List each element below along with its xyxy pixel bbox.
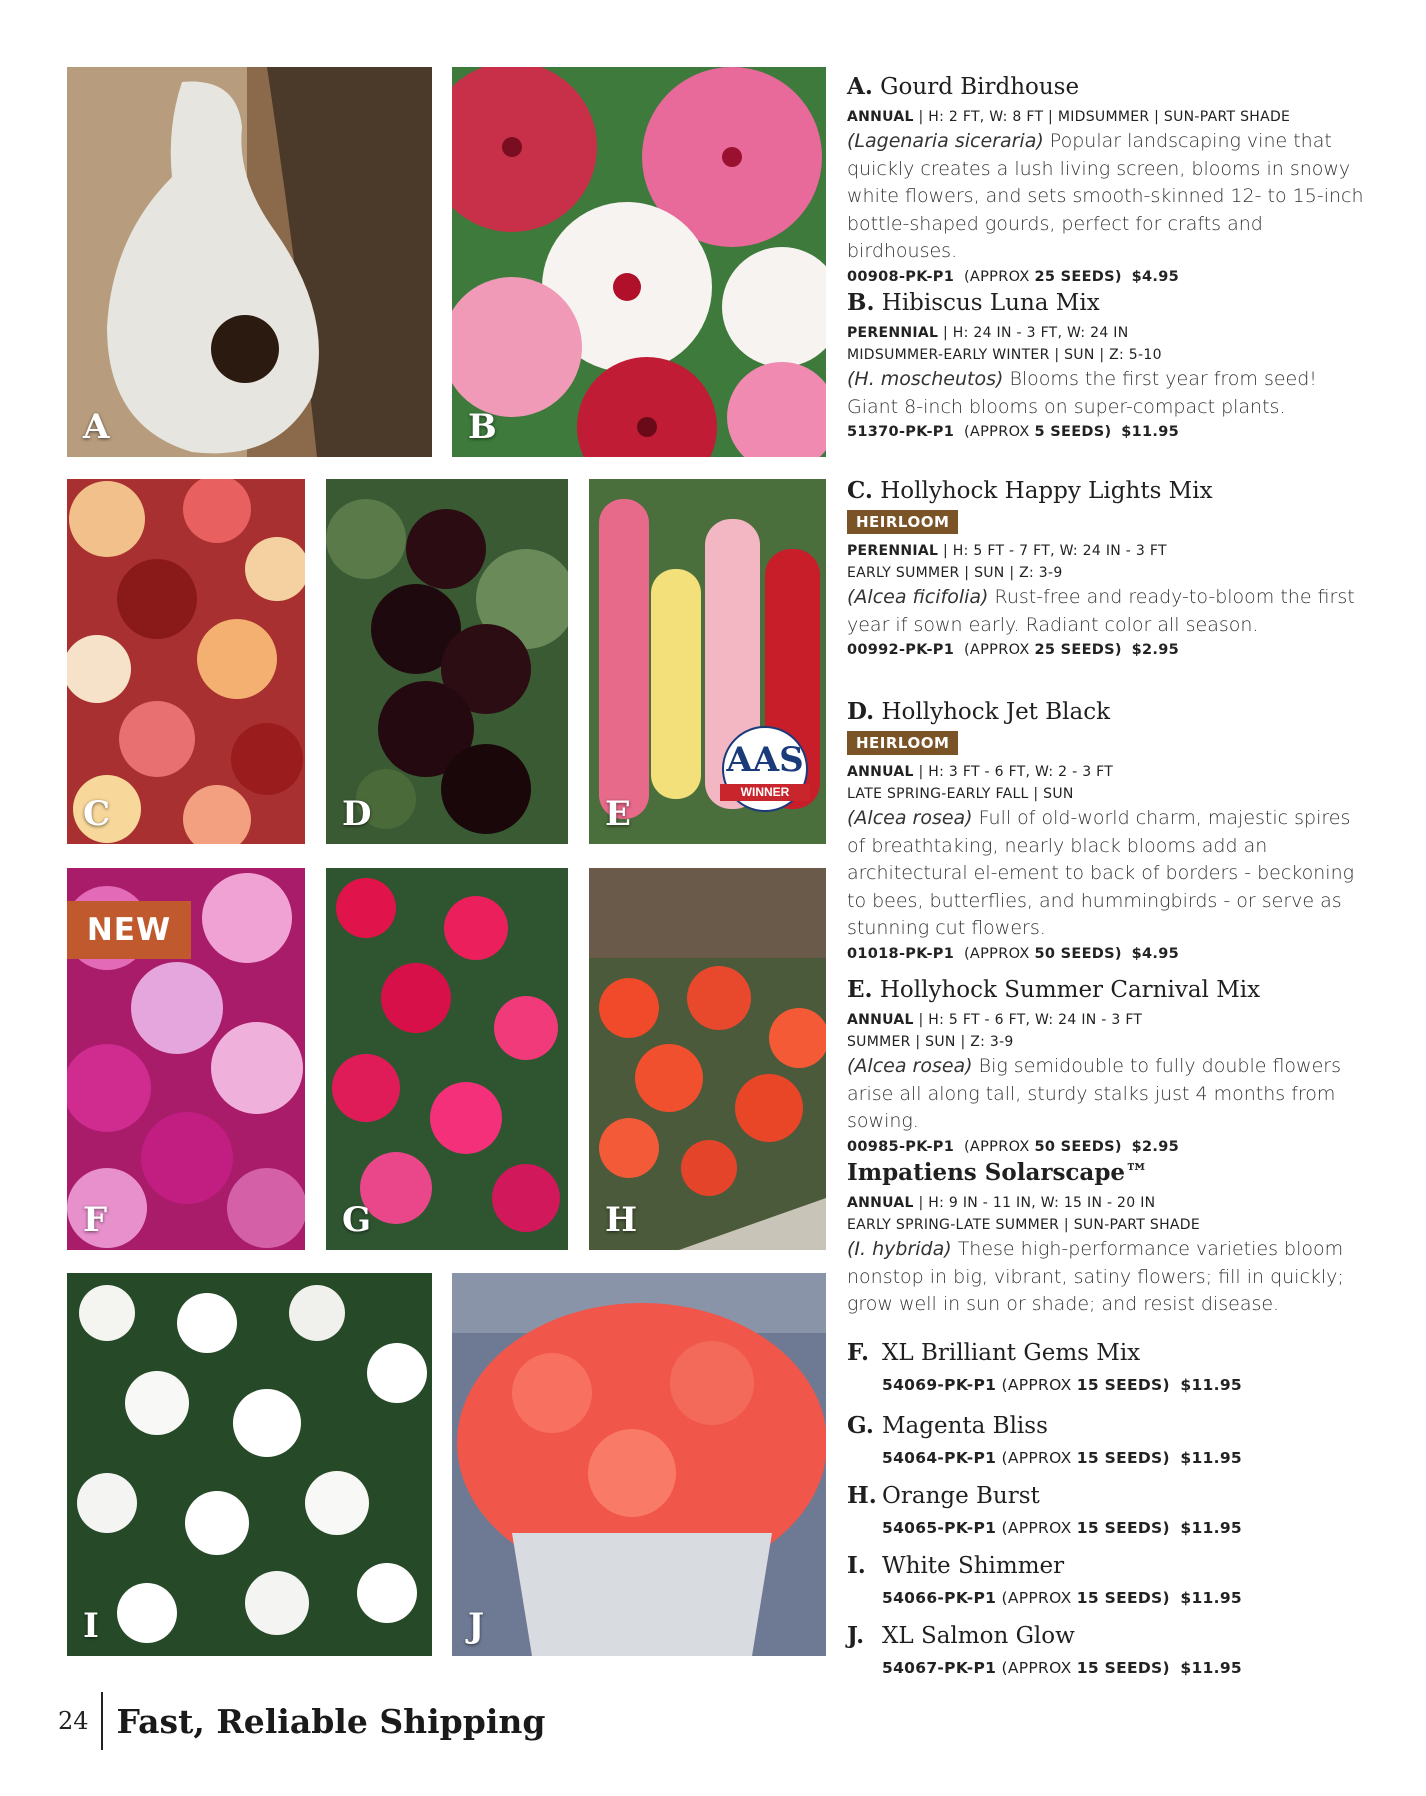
approx-label: (APPROX [963, 424, 1030, 440]
approx-label: (APPROX [963, 642, 1030, 658]
seed-count: 15 SEEDS) [1076, 1659, 1170, 1677]
order-line [847, 639, 1367, 661]
price: $4.95 [1131, 268, 1180, 285]
variety-letter: H. [847, 1482, 877, 1509]
plant-type: ANNUAL [847, 109, 914, 125]
variety-white-shimmer [847, 1551, 1242, 1609]
entry-meta-season: EARLY SPRING-LATE SUMMER | SUN-PART SHADE [847, 1217, 1201, 1233]
variety-name: White Shimmer [882, 1553, 1065, 1579]
latin-name: (H. moscheutos) [847, 368, 1004, 390]
description-text: Full of old-world charm, majestic spires of breathtaking, nearly black blooms add an architectural el-ement to back of borders - beckoning to bees, butterflies, and hummingbirds - or serve as stunning cut flowers. [847, 807, 1355, 939]
order-line [882, 1587, 1242, 1609]
entry-letter: B. [847, 289, 875, 316]
seed-count: 25 SEEDS) [1034, 268, 1122, 285]
photo-label: C [83, 794, 111, 834]
plant-type: PERENNIAL [847, 543, 939, 559]
growth-info: | H: 9 IN - 11 IN, W: 15 IN - 20 IN [913, 1195, 1156, 1211]
variety-letter: F. [847, 1339, 870, 1366]
aas-logo-text: AAS [726, 740, 804, 780]
entry-description [847, 366, 1367, 421]
impatiens-white-illustration [67, 1273, 432, 1656]
hibiscus-illustration [452, 67, 826, 457]
order-line [847, 266, 1367, 288]
description-text: Popular landscaping vine that quickly creates a lush living screen, blooms in snowy white flowers, and sets smooth-skinned 12- to 15-inch bottle-shaped gourds, perfect for crafts and birdhouses. [847, 130, 1364, 262]
page-footer [58, 1693, 545, 1749]
entry-description [847, 805, 1367, 943]
sku: 00985-PK-P1 [847, 1138, 955, 1155]
sku: 54067-PK-P1 [882, 1659, 997, 1677]
entry-title [847, 476, 1367, 506]
growth-info: | H: 24 IN - 3 FT, W: 24 IN [938, 325, 1129, 341]
latin-name: (Alcea rosea) [847, 1055, 973, 1077]
hollyhock-mix-illustration [67, 479, 305, 844]
photo-hollyhock-jet-black [326, 479, 568, 844]
gourd-illustration [67, 67, 432, 457]
impatiens-salmon-illustration [452, 1273, 826, 1656]
photo-label: G [342, 1200, 372, 1240]
entry-meta-season: SUMMER | SUN | Z: 3-9 [847, 1034, 1014, 1050]
hollyhock-black-illustration [326, 479, 568, 844]
photo-orange-burst [589, 868, 826, 1250]
heirloom-badge: HEIRLOOM [847, 510, 958, 534]
aas-winner-ribbon: WINNER [720, 784, 810, 801]
entry-hollyhock-happy-lights-mix [847, 476, 1367, 661]
approx-label: (APPROX [963, 945, 1030, 962]
entry-hollyhock-jet-black [847, 697, 1367, 965]
variety-name: XL Salmon Glow [882, 1623, 1075, 1649]
entry-letter: E. [847, 976, 873, 1003]
heirloom-badge: HEIRLOOM [847, 731, 958, 755]
photo-xl-salmon-glow [452, 1273, 826, 1656]
variety-magenta-bliss [847, 1411, 1242, 1469]
variety-title [847, 1621, 1242, 1651]
price: $2.95 [1131, 1138, 1180, 1155]
entry-description [847, 1236, 1367, 1319]
latin-name: (Alcea ficifolia) [847, 586, 989, 608]
variety-letter: J. [847, 1622, 865, 1649]
entry-meta [847, 322, 1367, 344]
order-line [847, 943, 1367, 965]
sku: 54064-PK-P1 [882, 1449, 997, 1467]
variety-xl-salmon-glow [847, 1621, 1242, 1679]
entry-title [847, 72, 1367, 102]
page-number: 24 [58, 1707, 89, 1735]
order-line [847, 421, 1367, 443]
entry-gourd-birdhouse [847, 72, 1367, 288]
growth-info: | H: 5 FT - 6 FT, W: 24 IN - 3 FT [913, 1012, 1143, 1028]
order-line [882, 1374, 1242, 1396]
latin-name: (Alcea rosea) [847, 807, 973, 829]
description-text: Blooms the first year from seed! Giant 8-inch blooms on super-compact plants. [847, 368, 1317, 418]
sku: 51370-PK-P1 [847, 424, 955, 440]
seed-count: 15 SEEDS) [1076, 1589, 1170, 1607]
photo-label: F [83, 1200, 108, 1240]
photo-label: B [468, 407, 497, 447]
entry-name: Hollyhock Happy Lights Mix [880, 478, 1213, 504]
variety-title [847, 1481, 1242, 1511]
photo-label: J [468, 1606, 485, 1646]
seed-count: 15 SEEDS) [1076, 1376, 1170, 1394]
photo-hollyhock-happy-lights [67, 479, 305, 844]
entry-meta [847, 540, 1367, 562]
entry-name: Gourd Birdhouse [880, 74, 1080, 100]
variety-title [847, 1338, 1242, 1368]
entry-description [847, 1053, 1367, 1136]
entry-letter: C. [847, 477, 873, 504]
latin-name: (Lagenaria siceraria) [847, 130, 1044, 152]
entry-hollyhock-summer-carnival-mix [847, 975, 1367, 1158]
approx-label: (APPROX [1001, 1449, 1072, 1467]
price: $2.95 [1131, 642, 1180, 658]
entry-impatiens-solarscape [847, 1158, 1367, 1319]
entry-meta [847, 106, 1367, 128]
plant-type: ANNUAL [847, 1012, 914, 1028]
order-line [847, 1136, 1367, 1158]
plant-type: ANNUAL [847, 764, 914, 780]
plant-type: ANNUAL [847, 1195, 914, 1211]
order-line [882, 1657, 1242, 1679]
footer-divider [101, 1692, 103, 1750]
approx-label: (APPROX [963, 1138, 1030, 1155]
aas-winner-badge [722, 726, 808, 812]
photo-label: E [605, 794, 631, 834]
order-line [882, 1517, 1242, 1539]
entry-meta-season: MIDSUMMER-EARLY WINTER | SUN | Z: 5-10 [847, 347, 1162, 363]
entry-title [847, 975, 1367, 1005]
growth-info: | H: 3 FT - 6 FT, W: 2 - 3 FT [913, 764, 1114, 780]
price: $11.95 [1180, 1519, 1242, 1537]
entry-meta [847, 761, 1367, 783]
variety-letter: G. [847, 1412, 874, 1439]
photo-white-shimmer [67, 1273, 432, 1656]
variety-name: Magenta Bliss [882, 1413, 1048, 1439]
photo-gourd-birdhouse [67, 67, 432, 457]
photo-magenta-bliss [326, 868, 568, 1250]
variety-orange-burst [847, 1481, 1242, 1539]
entry-meta [847, 1192, 1367, 1214]
entry-name: Hollyhock Jet Black [881, 699, 1111, 725]
approx-label: (APPROX [1001, 1659, 1072, 1677]
approx-label: (APPROX [1001, 1519, 1072, 1537]
variety-title [847, 1411, 1242, 1441]
entry-title [847, 697, 1367, 727]
approx-label: (APPROX [963, 268, 1030, 285]
photo-xl-brilliant-gems [67, 868, 305, 1250]
price: $11.95 [1180, 1449, 1242, 1467]
price: $11.95 [1180, 1589, 1242, 1607]
photo-label: I [83, 1606, 99, 1646]
seed-count: 5 SEEDS) [1034, 424, 1112, 440]
approx-label: (APPROX [1001, 1589, 1072, 1607]
entry-meta-season: EARLY SUMMER | SUN | Z: 3-9 [847, 565, 1063, 581]
variety-name: Orange Burst [882, 1483, 1040, 1509]
approx-label: (APPROX [1001, 1376, 1072, 1394]
growth-info: | H: 5 FT - 7 FT, W: 24 IN - 3 FT [938, 543, 1167, 559]
entry-letter: D. [847, 698, 875, 725]
seed-count: 15 SEEDS) [1076, 1449, 1170, 1467]
entry-name: Hibiscus Luna Mix [881, 290, 1100, 316]
price: $11.95 [1121, 424, 1180, 440]
sku: 54065-PK-P1 [882, 1519, 997, 1537]
variety-name: XL Brilliant Gems Mix [882, 1340, 1141, 1366]
growth-info: | H: 2 FT, W: 8 FT | MIDSUMMER | SUN-PART SHADE [913, 109, 1291, 125]
plant-type: PERENNIAL [847, 325, 939, 341]
sku: 01018-PK-P1 [847, 945, 955, 962]
impatiens-orange-illustration [589, 868, 826, 1250]
photo-label: A [83, 407, 110, 447]
seed-count: 25 SEEDS) [1034, 642, 1122, 658]
entry-description [847, 584, 1367, 639]
variety-xl-brilliant-gems [847, 1338, 1242, 1396]
entry-letter: A. [847, 73, 873, 100]
description-text: Rust-free and ready-to-bloom the first year if sown early. Radiant color all season. [847, 586, 1355, 636]
price: $11.95 [1180, 1376, 1242, 1394]
description-text: These high-performance varieties bloom nonstop in big, vibrant, satiny flowers; fill in quickly; grow well in sun or shade; and resist disease. [847, 1238, 1344, 1315]
sku: 00992-PK-P1 [847, 642, 955, 658]
sku: 54066-PK-P1 [882, 1589, 997, 1607]
photo-hibiscus [452, 67, 826, 457]
seed-count: 15 SEEDS) [1076, 1519, 1170, 1537]
entry-title [847, 288, 1367, 318]
description-text: Big semidouble to fully double flowers arise all along tall, sturdy stalks just 4 months from sowing. [847, 1055, 1341, 1132]
order-line [882, 1447, 1242, 1469]
sku: 54069-PK-P1 [882, 1376, 997, 1394]
entry-description [847, 128, 1367, 266]
entry-hibiscus-luna-mix [847, 288, 1367, 443]
photo-label: D [342, 794, 372, 834]
impatiens-magenta-illustration [326, 868, 568, 1250]
entry-name: Impatiens Solarscape™ [847, 1159, 1149, 1186]
photo-hollyhock-summer-carnival [589, 479, 826, 844]
sku: 00908-PK-P1 [847, 268, 955, 285]
entry-name: Hollyhock Summer Carnival Mix [879, 977, 1261, 1003]
variety-letter: I. [847, 1552, 866, 1579]
new-badge: NEW [67, 901, 191, 959]
footer-tagline: Fast, Reliable Shipping [116, 1701, 546, 1741]
photo-label: H [605, 1200, 638, 1240]
latin-name: (I. hybrida) [847, 1238, 952, 1260]
entry-meta-season: LATE SPRING-EARLY FALL | SUN [847, 786, 1074, 802]
seed-count: 50 SEEDS) [1034, 1138, 1122, 1155]
seed-count: 50 SEEDS) [1034, 945, 1122, 962]
price: $11.95 [1180, 1659, 1242, 1677]
variety-title [847, 1551, 1242, 1581]
price: $4.95 [1131, 945, 1180, 962]
entry-meta [847, 1009, 1367, 1031]
entry-title [847, 1158, 1367, 1188]
